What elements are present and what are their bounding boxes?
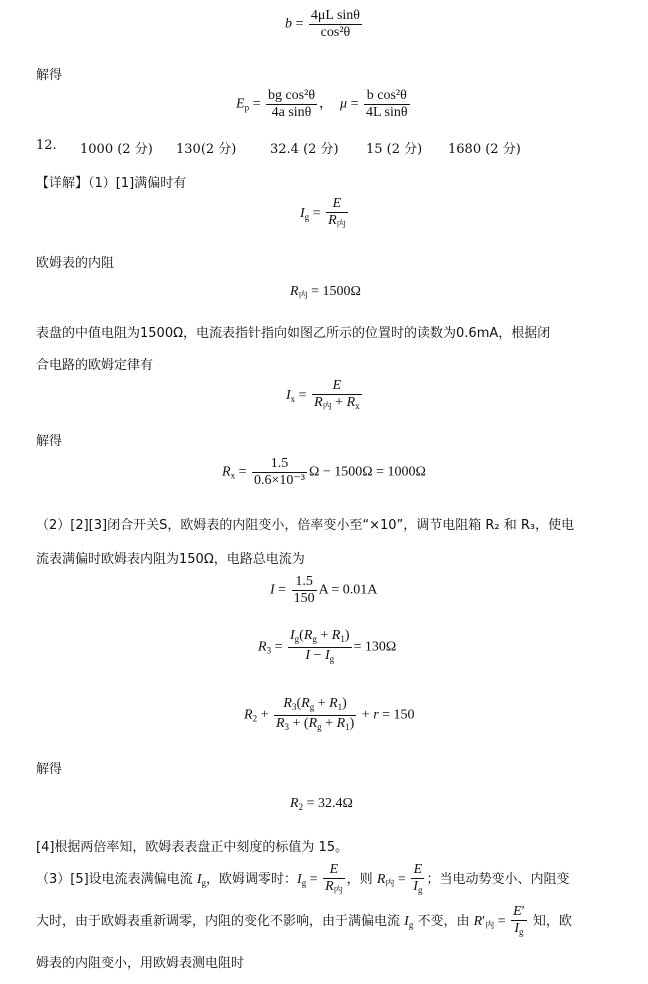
equation-i-total: I = $\frac{1.5}{150}$ A = 0.01A — [270, 574, 378, 606]
detail-text: （1）[1]满偏时有 — [88, 176, 187, 191]
paragraph-part3-3: 姆表的内阻变小，用欧姆表测电阻时 — [36, 956, 245, 971]
detail-header — [36, 172, 186, 191]
eq-rx-denominator: 0.6×10⁻³ — [253, 473, 305, 488]
eq-ix-denominator: $R_内 + R_x$ — [314, 395, 360, 411]
answer-number: 12. — [36, 138, 57, 153]
eq-mu-numerator: b cos²θ — [364, 88, 410, 105]
paragraph-part4: [4]根据两倍率知，欧姆表表盘正中刻度的标值为 15。 — [36, 840, 349, 855]
eq-r3-denominator: $I - I_g$ — [305, 648, 335, 664]
detail-bracket: 【详解】 — [36, 176, 89, 191]
eq-rx-numerator: 1.5 — [252, 456, 307, 473]
eq-r3-numerator: $I_g(R_g + R_1)$ — [288, 628, 352, 648]
eq-i-rhs: A = 0.01A — [318, 582, 378, 598]
eq-ix-numerator: E — [312, 378, 362, 395]
paragraph-part3-1: （3）[5]设电流表满偏电流 $I_g$，欧姆调零时：$I_g$ = $\frac{E}{R_内}$ ，则 $R_内$ = $\frac{E}{I_g}$ ；当电动势变小、内阻变 — [36, 862, 570, 895]
eq-rx-rhs: Ω − 1500Ω = 1000Ω — [308, 464, 426, 480]
eq-i-numerator: 1.5 — [292, 574, 317, 591]
eq-b-denominator: cos²θ — [320, 25, 351, 40]
paragraph-part2-2: 流表满偏时欧姆表内阻为150Ω，电路总电流为 — [36, 552, 305, 567]
jiede-2: 解得 — [36, 434, 63, 449]
answer-item-1: 1000 (2 分) — [80, 142, 153, 157]
eq-r2-denominator: $R_3 + (R_g + R_1)$ — [275, 716, 355, 732]
equation-b: b = $\frac{\text{4μL sinθ}}{\text{cos²θ}}$ — [285, 8, 360, 40]
equation-rnei: $R_内 = 1500\Omega$ — [290, 284, 361, 300]
eq-r2-rhs: + r = 150 — [358, 707, 415, 723]
equation-ig: $I_g$ = $\frac{E}{R_内}$ — [300, 196, 350, 232]
eq-ig-numerator: E — [326, 196, 348, 213]
eq-r2-numerator: $R_3(R_g + R_1)$ — [274, 696, 356, 716]
paragraph-mid-value-1: 表盘的中值电阻为1500Ω，电流表指针指向如图乙所示的位置时的读数为0.6mA，根据闭 — [36, 326, 551, 341]
eq-ep-numerator: bg cos²θ — [267, 88, 316, 103]
jiede-1: 解得 — [36, 68, 63, 83]
paragraph-internal-resistance: 欧姆表的内阻 — [36, 256, 115, 271]
eq-mu-denominator: 4L sinθ — [365, 105, 408, 120]
equation-rx: $R_x$ = $\frac{1.5}{\text{0.6×10⁻³}}$ Ω − 1500Ω = 1000Ω — [222, 456, 426, 488]
equation-ep-mu: $E_p$ = $\frac{\text{bg cos²θ}}{\text{4a sinθ}}$ ， μ = $\frac{\text{b cos²θ}}{\text{4L sinθ}}$ — [236, 88, 408, 120]
answer-item-3: 32.4 (2 分) — [270, 142, 339, 157]
equation-r2-result: $R_2 = 32.4\Omega$ — [290, 796, 353, 812]
equation-ix: $I_x$ = $\frac{E}{R_内 + R_x}$ — [286, 378, 364, 414]
jiede-3: 解得 — [36, 762, 63, 777]
answer-item-2: 130(2 分) — [176, 142, 237, 157]
answer-item-5: 1680 (2 分) — [448, 142, 521, 157]
equation-r3: $R_3$ = $\frac{I_g(R_g + R_1)}{I - I_g}$ = 130Ω — [258, 628, 396, 667]
equation-r2: $R_2$ + $\frac{R_3(R_g + R_1)}{R_3 + (R_g + R_1)}$ + r = 150 — [244, 696, 415, 735]
eq-ep-denominator: 4a sinθ — [271, 105, 312, 120]
eq-i-denominator: 150 — [293, 591, 315, 606]
eq-b-numerator: 4μL sinθ — [310, 8, 360, 23]
eq-rnei-rhs: = 1500Ω — [311, 284, 361, 299]
paragraph-part2-1: （2）[2][3]闭合开关S，欧姆表的内阻变小，倍率变小至“×10”，调节电阻箱 R₂ 和 R₃，使电 — [36, 518, 575, 533]
paragraph-mid-value-2: 合电路的欧姆定律有 — [36, 358, 154, 373]
eq-r3-rhs: = 130Ω — [353, 639, 397, 655]
answer-item-4: 15 (2 分) — [366, 142, 423, 157]
eq-ig-denominator: $R_内$ — [328, 213, 346, 229]
paragraph-part3-2: 大时，由于欧姆表重新调零，内阻的变化不影响，由于满偏电流 $I_g$ 不变，由 $R'_内$ = $\frac{E'}{I_g}$ 知，欧 — [36, 904, 572, 937]
